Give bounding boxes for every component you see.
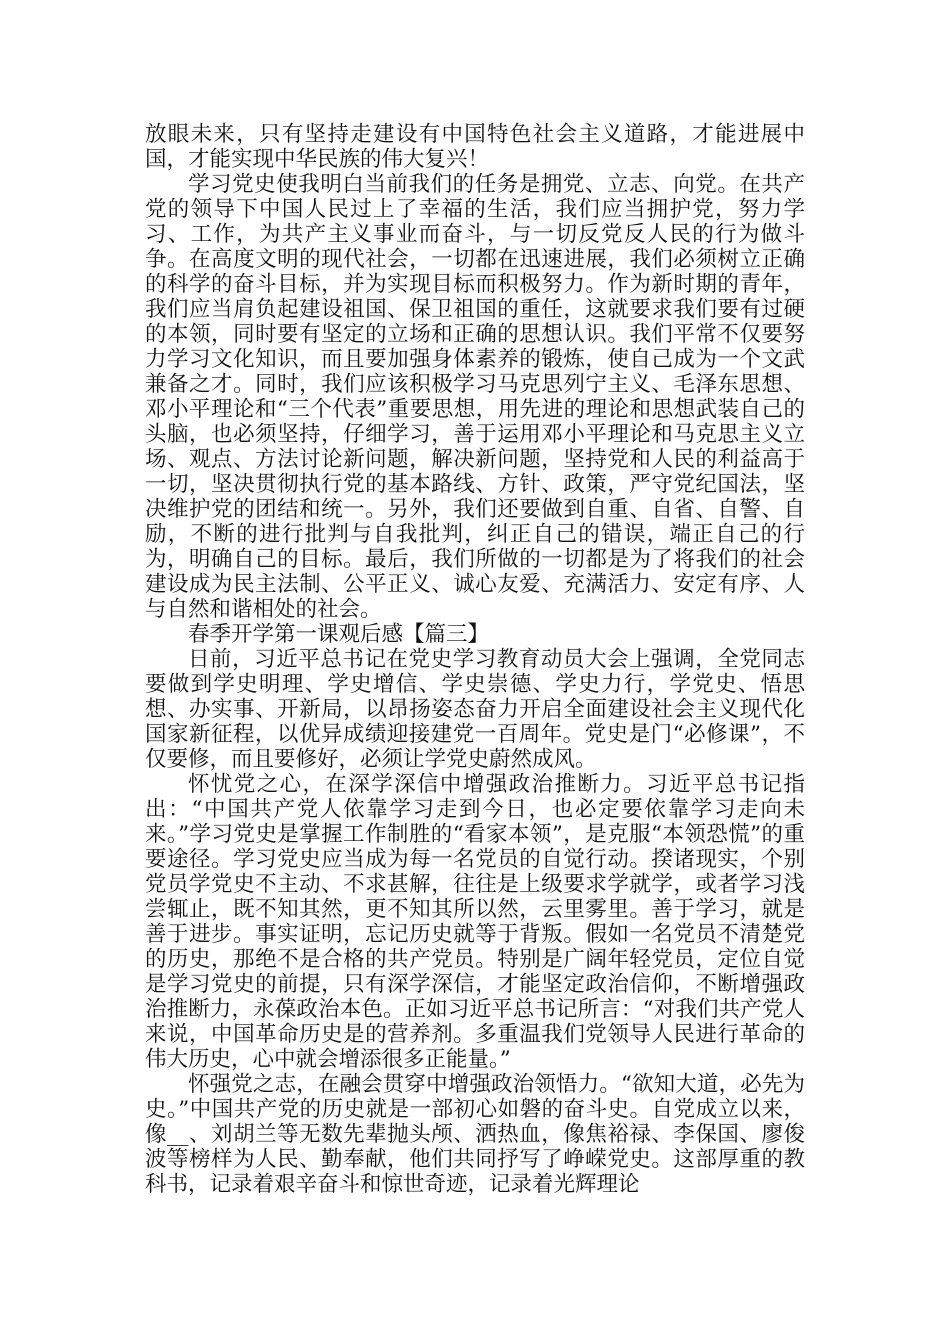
paragraph-political-judgment: 怀忧党之心，在深学深信中增强政治推断力。习近平总书记指出：“中国共产党人依靠学习走到今日，也必定要依靠学习走向未来。”学习党史是掌握工作制胜的“看家本领”，是克服“本领恐慌”的重要途径。学习党史应当成为每一名党员的自觉行动。揆诸现实，个别党员学党史不主动、不求甚解，往往是上级要求学就学，或者学习浅尝辄止，既不知其然，更不知其所以然，云里雾里。善于学习，就是善于进步。事实证明，忘记历史就等于背叛。假如一名党员不清楚党的历史，那绝不是合格的共产党员。特别是广阔年轻党员，定位自觉是学习党史的前提，只有深学深信，才能坚定政治信仰，不断增强政治推断力，永葆政治本色。正如习近平总书记所言：“对我们共产党人来说，中国革命历史是的营养剂。多重温我们党领导人民进行革命的伟大历史，心中就会增添很多正能量。” — [145, 772, 805, 1072]
paragraph-mobilization-meeting: 日前，习近平总书记在党史学习教育动员大会上强调，全党同志要做到学史明理、学史增信、学史崇德、学史力行，学党史、悟思想、办实事、开新局，以昂扬姿态奋力开启全面建设社会主义现代化国家新征程，以优异成绩迎接建党一百周年。党史是门“必修课”，不仅要修，而且要修好，必须让学党史蔚然成风。 — [145, 647, 805, 772]
paragraph-political-comprehension: 怀强党之志，在融会贯穿中增强政治领悟力。“欲知大道，必先为史。”中国共产党的历史就是一部初心如磐的奋斗史。自党成立以来，像__、刘胡兰等无数先辈抛头颅、洒热血，像焦裕禄、李保国、廖俊波等榜样为人民、勤奉献，他们共同抒写了峥嵘党史。这部厚重的教科书，记录着艰辛奋斗和惊世奇迹，记录着光辉理论 — [145, 1072, 805, 1197]
paragraph-continuation: 放眼未来，只有坚持走建设有中国特色社会主义道路，才能进展中国，才能实现中华民族的伟大复兴！ — [145, 122, 805, 172]
section-heading: 春季开学第一课观后感【篇三】 — [188, 622, 490, 647]
paragraph-party-history-tasks: 学习党史使我明白当前我们的任务是拥党、立志、向党。在共产党的领导下中国人民过上了幸福的生活，我们应当拥护党，努力学习、工作，为共产主义事业而奋斗，与一切反党反人民的行为做斗争。在高度文明的现代社会，一切都在迅速进展，我们必须树立正确的科学的奋斗目标，并为实现目标而积极努力。作为新时期的青年，我们应当肩负起建设祖国、保卫祖国的重任，这就要求我们要有过硬的本领，同时要有坚定的立场和正确的思想认识。我们平常不仅要努力学习文化知识，而且要加强身体素养的锻炼，使自己成为一个文武兼备之才。同时，我们应该积极学习马克思列宁主义、毛泽东思想、邓小平理论和“三个代表”重要思想，用先进的理论和思想武装自己的头脑，也必须坚持，仔细学习，善于运用邓小平理论和马克思主义立场、观点、方法讨论新问题，解决新问题，坚持党和人民的利益高于一切，坚决贯彻执行党的基本路线、方针、政策，严守党纪国法，坚决维护党的团结和统一。另外，我们还要做到自重、自省、自警、自励，不断的进行批判与自我批判，纠正自己的错误，端正自己的行为，明确自己的目标。最后，我们所做的一切都是为了将我们的社会建设成为民主法制、公平正义、诚心友爱、充满活力、安定有序、人与自然和谐相处的社会。 — [145, 172, 805, 622]
document-page — [145, 122, 805, 1197]
